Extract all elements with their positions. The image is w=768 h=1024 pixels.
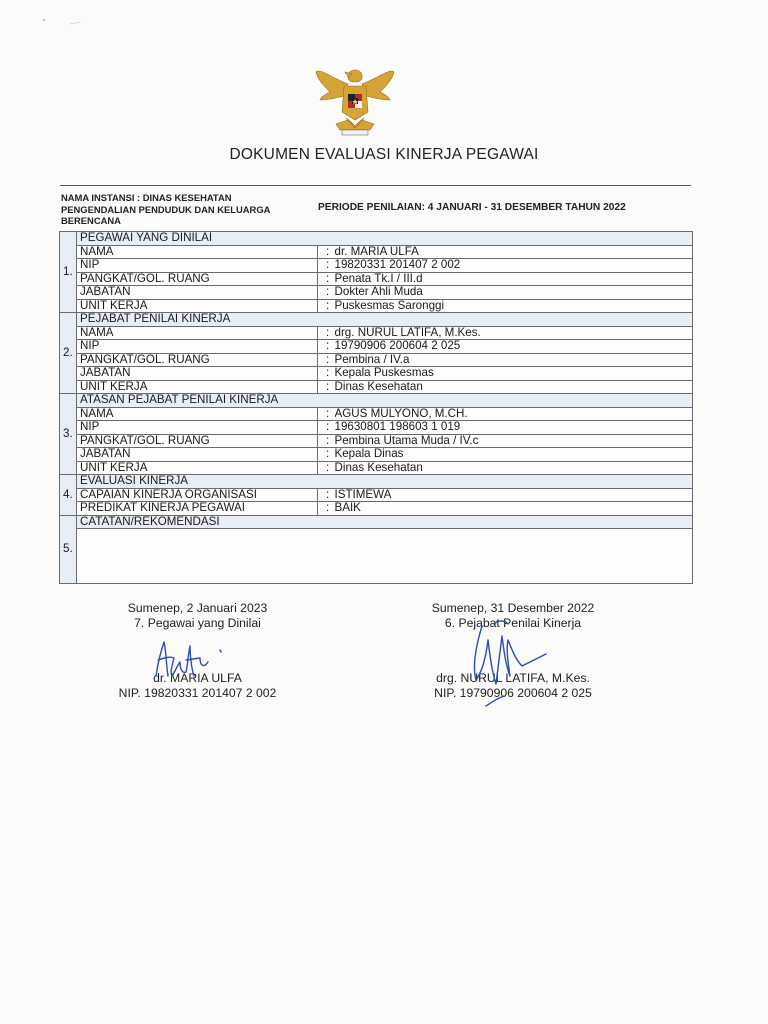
signature-role: 7. Pegawai yang Dinilai bbox=[134, 616, 261, 630]
field-label: PREDIKAT KINERJA PEGAWAI bbox=[77, 502, 318, 516]
field-value: Dokter Ahli Muda bbox=[335, 286, 693, 300]
field-colon: : bbox=[318, 488, 335, 502]
section-title: PEJABAT PENILAI KINERJA bbox=[77, 313, 693, 327]
notes-row bbox=[60, 529, 693, 584]
field-colon: : bbox=[318, 340, 335, 354]
field-label: CAPAIAN KINERJA ORGANISASI bbox=[77, 488, 318, 502]
section-number: 4. bbox=[60, 475, 77, 516]
section-title: CATATAN/REKOMENDASI bbox=[77, 515, 693, 529]
agency-name: NAMA INSTANSI : DINAS KESEHATAN PENGENDALIAN PENDUDUK DAN KELUARGA BERENCANA bbox=[61, 192, 271, 226]
field-row bbox=[60, 421, 693, 435]
assessment-period: PERIODE PENILAIAN: 4 JANUARI - 31 DESEMBER TAHUN 2022 bbox=[318, 202, 626, 213]
garuda-emblem-icon bbox=[312, 64, 398, 140]
section-number: 5. bbox=[60, 515, 77, 584]
field-value: 19820331 201407 2 002 bbox=[335, 259, 693, 273]
field-colon: : bbox=[318, 380, 335, 394]
signature-name: drg. NURUL LATIFA, M.Kes. bbox=[436, 671, 590, 685]
field-colon: : bbox=[318, 326, 335, 340]
field-label: UNIT KERJA bbox=[77, 299, 318, 313]
field-value: Kepala Puskesmas bbox=[335, 367, 693, 381]
field-row bbox=[60, 340, 693, 354]
field-row bbox=[60, 299, 693, 313]
header-divider bbox=[60, 185, 691, 186]
section-row bbox=[60, 475, 693, 489]
signature-place-date: Sumenep, 2 Januari 2023 bbox=[127, 601, 268, 615]
section-title: ATASAN PEJABAT PENILAI KINERJA bbox=[77, 394, 693, 408]
field-label: PANGKAT/GOL. RUANG bbox=[77, 272, 318, 286]
signature-nip: NIP. 19790906 200604 2 025 bbox=[434, 686, 592, 700]
section-title: PEGAWAI YANG DINILAI bbox=[77, 232, 693, 246]
field-colon: : bbox=[318, 502, 335, 516]
field-colon: : bbox=[318, 272, 335, 286]
document-title: DOKUMEN EVALUASI KINERJA PEGAWAI bbox=[229, 146, 539, 163]
field-label: UNIT KERJA bbox=[77, 461, 318, 475]
section-row bbox=[60, 232, 693, 246]
handwritten-signature-employee bbox=[148, 636, 248, 692]
signature-name: dr. MARIA ULFA bbox=[153, 671, 242, 685]
section-title: EVALUASI KINERJA bbox=[77, 475, 693, 489]
field-value: AGUS MULYONO, M.CH. bbox=[335, 407, 693, 421]
field-label: NAMA bbox=[77, 407, 318, 421]
field-value: BAIK bbox=[335, 502, 693, 516]
field-row bbox=[60, 353, 693, 367]
signature-nip: NIP. 19820331 201407 2 002 bbox=[118, 686, 277, 700]
field-label: NAMA bbox=[77, 326, 318, 340]
field-value: dr. MARIA ULFA bbox=[335, 245, 693, 259]
field-value: ISTIMEWA bbox=[335, 488, 693, 502]
field-value: Dinas Kesehatan bbox=[335, 380, 693, 394]
field-value: Penata Tk.I / III.d bbox=[335, 272, 693, 286]
field-label: PANGKAT/GOL. RUANG bbox=[77, 434, 318, 448]
field-row bbox=[60, 367, 693, 381]
field-colon: : bbox=[318, 421, 335, 435]
field-colon: : bbox=[318, 286, 335, 300]
field-value: Pembina / IV.a bbox=[335, 353, 693, 367]
field-label: PANGKAT/GOL. RUANG bbox=[77, 353, 318, 367]
field-colon: : bbox=[318, 259, 335, 273]
field-label: JABATAN bbox=[77, 448, 318, 462]
section-row bbox=[60, 313, 693, 327]
section-row bbox=[60, 515, 693, 529]
field-label: JABATAN bbox=[77, 367, 318, 381]
field-colon: : bbox=[318, 461, 335, 475]
field-row bbox=[60, 461, 693, 475]
field-row bbox=[60, 326, 693, 340]
field-colon: : bbox=[318, 245, 335, 259]
field-row bbox=[60, 259, 693, 273]
field-row bbox=[60, 434, 693, 448]
field-row bbox=[60, 407, 693, 421]
field-label: NIP bbox=[77, 259, 318, 273]
field-row bbox=[60, 380, 693, 394]
handwritten-signature-assessor bbox=[446, 606, 556, 710]
field-value: Puskesmas Saronggi bbox=[335, 299, 693, 313]
field-colon: : bbox=[318, 434, 335, 448]
signature-place-date: Sumenep, 31 Desember 2022 bbox=[431, 601, 595, 615]
section-number: 1. bbox=[60, 232, 77, 313]
field-label: NIP bbox=[77, 421, 318, 435]
field-row bbox=[60, 245, 693, 259]
field-colon: : bbox=[318, 367, 335, 381]
field-value: 19790906 200604 2 025 bbox=[335, 340, 693, 354]
field-value: Pembina Utama Muda / IV.c bbox=[335, 434, 693, 448]
field-row bbox=[60, 286, 693, 300]
notes-area bbox=[77, 529, 693, 584]
field-value: Kepala Dinas bbox=[335, 448, 693, 462]
field-colon: : bbox=[318, 448, 335, 462]
section-number: 2. bbox=[60, 313, 77, 394]
scan-speck bbox=[30, 16, 90, 28]
field-colon: : bbox=[318, 353, 335, 367]
field-colon: : bbox=[318, 299, 335, 313]
field-row bbox=[60, 272, 693, 286]
section-number: 3. bbox=[60, 394, 77, 475]
field-value: 19630801 198603 1 019 bbox=[335, 421, 693, 435]
field-label: NIP bbox=[77, 340, 318, 354]
field-row bbox=[60, 502, 693, 516]
field-value: drg. NURUL LATIFA, M.Kes. bbox=[335, 326, 693, 340]
evaluation-table bbox=[59, 231, 693, 584]
signature-role: 6. Pejabat Penilai Kinerja bbox=[444, 616, 582, 630]
field-row bbox=[60, 488, 693, 502]
field-label: JABATAN bbox=[77, 286, 318, 300]
field-value: Dinas Kesehatan bbox=[335, 461, 693, 475]
field-label: UNIT KERJA bbox=[77, 380, 318, 394]
field-row bbox=[60, 448, 693, 462]
field-colon: : bbox=[318, 407, 335, 421]
field-label: NAMA bbox=[77, 245, 318, 259]
section-row bbox=[60, 394, 693, 408]
